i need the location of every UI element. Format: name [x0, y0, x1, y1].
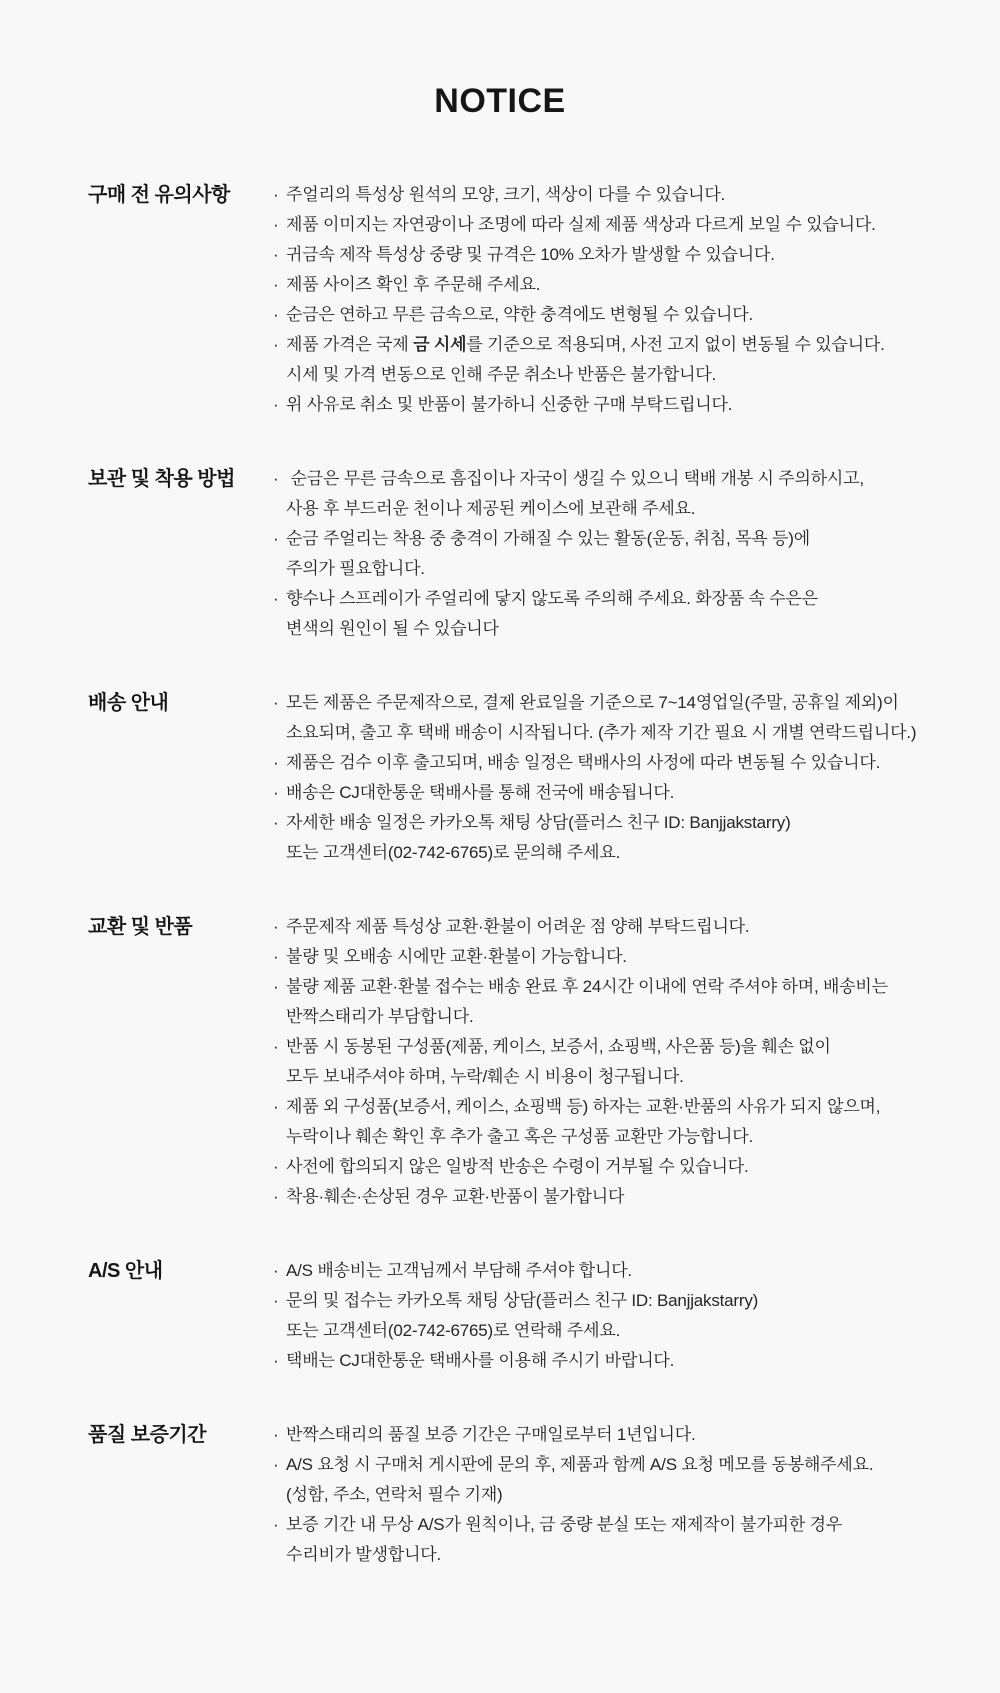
item-line [273, 584, 950, 614]
bullet-dot: · [273, 469, 279, 488]
item-text: (성함, 주소, 연락처 필수 기재) [286, 1485, 503, 1504]
item-text: 불량 제품 교환·환불 접수는 배송 완료 후 24시간 이내에 연락 주셔야 하며, 배송비는 [286, 977, 888, 996]
notice-section [88, 180, 950, 420]
item-line [273, 778, 950, 808]
item-text: 주의가 필요합니다. [286, 559, 425, 578]
item-line [273, 300, 950, 330]
list-item [273, 270, 950, 300]
item-text: 사용 후 부드러운 천이나 제공된 케이스에 보관해 주세요. [286, 499, 696, 518]
section-content [273, 912, 950, 1212]
list-item [273, 1510, 950, 1570]
list-item [273, 390, 950, 420]
item-line [273, 942, 950, 972]
list-item [273, 330, 950, 390]
bullet-dot: · [273, 1291, 279, 1310]
item-line [273, 240, 950, 270]
item-line-continued [273, 838, 950, 868]
bullet-dot: · [273, 185, 279, 204]
item-text: 보증 기간 내 무상 A/S가 원칙이나, 금 중량 분실 또는 재제작이 불가피한 경우 [286, 1515, 843, 1534]
item-text: 순금은 무른 금속으로 흠집이나 자국이 생길 수 있으니 택배 개봉 시 주의하시고, [286, 469, 864, 488]
section-label: 보관 및 착용 방법 [88, 468, 235, 490]
bullet-dot: · [273, 1157, 279, 1176]
bullet-dot: · [273, 783, 279, 802]
item-text: 순금은 연하고 무른 금속으로, 약한 충격에도 변형될 수 있습니다. [286, 305, 754, 324]
bullet-dot: · [273, 1261, 279, 1280]
section-content [273, 688, 950, 868]
item-line [273, 1510, 950, 1540]
list-item [273, 210, 950, 240]
section-label: 교환 및 반품 [88, 916, 193, 938]
bullet-dot: · [273, 1187, 279, 1206]
list-item [273, 778, 950, 808]
item-line [273, 210, 950, 240]
item-text: 자세한 배송 일정은 카카오톡 채팅 상담(플러스 친구 ID: Banjjakstarry) [286, 813, 791, 832]
item-text: 금 시세 [413, 335, 467, 354]
item-line [273, 748, 950, 778]
item-line [273, 912, 950, 942]
item-text: 제품은 검수 이후 출고되며, 배송 일정은 택배사의 사정에 따라 변동될 수 있습니다. [286, 753, 881, 772]
item-line [273, 524, 950, 554]
item-line-continued [273, 360, 950, 390]
bullet-dot: · [273, 335, 279, 354]
list-item [273, 1182, 950, 1212]
item-text: 누락이나 훼손 확인 후 추가 출고 혹은 구성품 교환만 가능합니다. [286, 1127, 754, 1146]
list-item [273, 1286, 950, 1346]
item-text: 또는 고객센터(02-742-6765)로 문의해 주세요. [286, 843, 621, 862]
item-text: 향수나 스프레이가 주얼리에 닿지 않도록 주의해 주세요. 화장품 속 수은은 [286, 589, 818, 608]
bullet-dot: · [273, 1425, 279, 1444]
item-line [273, 688, 950, 718]
bullet-dot: · [273, 215, 279, 234]
bullet-dot: · [273, 693, 279, 712]
notice-sections [0, 180, 1000, 1570]
list-item [273, 912, 950, 942]
list-item [273, 1450, 950, 1510]
list-item [273, 1032, 950, 1092]
item-text: 택배는 CJ대한통운 택배사를 이용해 주시기 바랍니다. [286, 1351, 675, 1370]
section-content [273, 464, 950, 644]
bullet-dot: · [273, 275, 279, 294]
item-text: 주문제작 제품 특성상 교환·환불이 어려운 점 양해 부탁드립니다. [286, 917, 750, 936]
item-line-continued [273, 1540, 950, 1570]
item-text: 귀금속 제작 특성상 중량 및 규격은 10% 오차가 발생할 수 있습니다. [286, 245, 775, 264]
notice-section [88, 912, 950, 1212]
item-text: 반품 시 동봉된 구성품(제품, 케이스, 보증서, 쇼핑백, 사은품 등)을 훼손 없이 [286, 1037, 831, 1056]
item-line [273, 390, 950, 420]
item-text: 또는 고객센터(02-742-6765)로 연락해 주세요. [286, 1321, 621, 1340]
section-label: 구매 전 유의사항 [88, 184, 230, 206]
item-line [273, 1286, 950, 1316]
item-line-continued [273, 554, 950, 584]
item-line-continued [273, 1316, 950, 1346]
item-text: 모든 제품은 주문제작으로, 결제 완료일을 기준으로 7~14영업일(주말, 공휴일 제외)이 [286, 693, 899, 712]
item-text: 를 기준으로 적용되며, 사전 고지 없이 변동될 수 있습니다. [466, 335, 885, 354]
item-text: 주얼리의 특성상 원석의 모양, 크기, 색상이 다를 수 있습니다. [286, 185, 726, 204]
item-line [273, 1256, 950, 1286]
item-text: 모두 보내주셔야 하며, 누락/훼손 시 비용이 청구됩니다. [286, 1067, 684, 1086]
list-item [273, 1420, 950, 1450]
bullet-dot: · [273, 947, 279, 966]
item-line-continued [273, 494, 950, 524]
list-item [273, 524, 950, 584]
bullet-dot: · [273, 1037, 279, 1056]
item-line [273, 1032, 950, 1062]
item-text: 반짝스태리가 부담합니다. [286, 1007, 474, 1026]
item-line-continued [273, 1002, 950, 1032]
bullet-dot: · [273, 1351, 279, 1370]
item-text: 변색의 원인이 될 수 있습니다 [286, 619, 499, 638]
notice-section [88, 464, 950, 644]
item-line [273, 1450, 950, 1480]
section-label: 배송 안내 [88, 692, 169, 714]
bullet-dot: · [273, 753, 279, 772]
item-line [273, 1346, 950, 1376]
item-text: 소요되며, 출고 후 택배 배송이 시작됩니다. (추가 제작 기간 필요 시 개별 연락드립니다.) [286, 723, 917, 742]
item-text: 착용·훼손·손상된 경우 교환·반품이 불가합니다 [286, 1187, 625, 1206]
notice-section [88, 1256, 950, 1376]
item-line-continued [273, 614, 950, 644]
item-line-continued [273, 1062, 950, 1092]
notice-section [88, 688, 950, 868]
bullet-dot: · [273, 245, 279, 264]
list-item [273, 748, 950, 778]
list-item [273, 1092, 950, 1152]
item-text: 불량 및 오배송 시에만 교환·환불이 가능합니다. [286, 947, 627, 966]
item-text: 배송은 CJ대한통운 택배사를 통해 전국에 배송됩니다. [286, 783, 675, 802]
item-text: 순금 주얼리는 착용 중 충격이 가해질 수 있는 활동(운동, 취침, 목욕 등)에 [286, 529, 810, 548]
item-line [273, 270, 950, 300]
item-text: A/S 배송비는 고객님께서 부담해 주셔야 합니다. [286, 1261, 632, 1280]
item-text: A/S 요청 시 구매처 게시판에 문의 후, 제품과 함께 A/S 요청 메모를 동봉해주세요. [286, 1455, 874, 1474]
page-title: NOTICE [434, 82, 566, 120]
item-text: 제품 사이즈 확인 후 주문해 주세요. [286, 275, 541, 294]
item-line [273, 1152, 950, 1182]
bullet-dot: · [273, 305, 279, 324]
item-line [273, 464, 950, 494]
bullet-dot: · [273, 813, 279, 832]
notice-section [88, 1420, 950, 1570]
bullet-dot: · [273, 977, 279, 996]
item-line [273, 1182, 950, 1212]
list-item [273, 972, 950, 1032]
item-text: 제품 외 구성품(보증서, 케이스, 쇼핑백 등) 하자는 교환·반품의 사유가 되지 않으며, [286, 1097, 881, 1116]
list-item [273, 584, 950, 644]
bullet-dot: · [273, 917, 279, 936]
list-item [273, 1152, 950, 1182]
item-text: 제품 가격은 국제 [286, 335, 414, 354]
item-text: 문의 및 접수는 카카오톡 채팅 상담(플러스 친구 ID: Banjjakstarry) [286, 1291, 759, 1310]
section-content [273, 180, 950, 420]
item-line [273, 180, 950, 210]
list-item [273, 1256, 950, 1286]
item-text: 시세 및 가격 변동으로 인해 주문 취소나 반품은 불가합니다. [286, 365, 717, 384]
list-item [273, 464, 950, 524]
bullet-dot: · [273, 1515, 279, 1534]
item-line [273, 808, 950, 838]
item-text: 반짝스태리의 품질 보증 기간은 구매일로부터 1년입니다. [286, 1425, 696, 1444]
list-item [273, 808, 950, 868]
item-line-continued [273, 718, 950, 748]
section-label: 품질 보증기간 [88, 1424, 206, 1446]
item-line [273, 1092, 950, 1122]
item-text: 제품 이미지는 자연광이나 조명에 따라 실제 제품 색상과 다르게 보일 수 있습니다. [286, 215, 876, 234]
item-line-continued [273, 1122, 950, 1152]
item-text: 수리비가 발생합니다. [286, 1545, 442, 1564]
item-line [273, 972, 950, 1002]
section-content [273, 1420, 950, 1570]
bullet-dot: · [273, 1455, 279, 1474]
list-item [273, 180, 950, 210]
list-item [273, 1346, 950, 1376]
section-label: A/S 안내 [88, 1260, 163, 1282]
item-line [273, 1420, 950, 1450]
section-content [273, 1256, 950, 1376]
item-text: 사전에 합의되지 않은 일방적 반송은 수령이 거부될 수 있습니다. [286, 1157, 749, 1176]
bullet-dot: · [273, 529, 279, 548]
item-text: 위 사유로 취소 및 반품이 불가하니 신중한 구매 부탁드립니다. [286, 395, 733, 414]
bullet-dot: · [273, 589, 279, 608]
list-item [273, 688, 950, 748]
item-line [273, 330, 950, 360]
bullet-dot: · [273, 395, 279, 414]
item-line-continued [273, 1480, 950, 1510]
bullet-dot: · [273, 1097, 279, 1116]
list-item [273, 240, 950, 270]
list-item [273, 300, 950, 330]
list-item [273, 942, 950, 972]
